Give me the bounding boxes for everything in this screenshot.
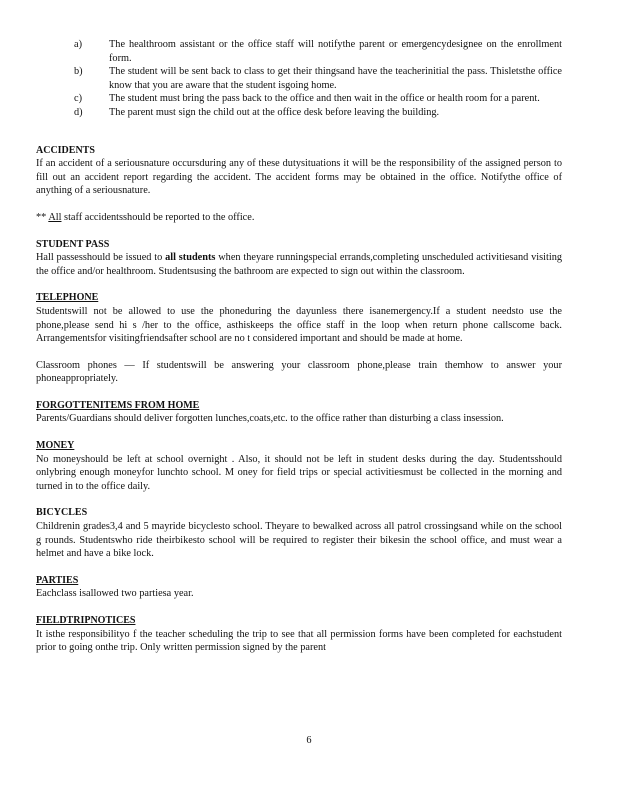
field-trip-notices-text: It isthe responsibilityo f the teacher scheduling the trip to see that all permission forms have been completed for eachstudent prior to going onthe trip. Only written permission signed by the parent xyxy=(36,628,562,654)
list-item xyxy=(36,38,562,65)
accidents-note xyxy=(36,211,562,225)
field-trip-notices-heading: FIELDTRIPNOTICES xyxy=(36,615,136,626)
forgotten-items-heading: FORGOTTENITEMS FROM HOME xyxy=(36,399,200,411)
accidents-section xyxy=(36,144,562,225)
list-marker: d) xyxy=(74,106,83,118)
list-marker: c) xyxy=(74,93,82,105)
money-heading: MONEY xyxy=(36,440,75,452)
student-pass-heading: STUDENT PASS xyxy=(36,238,110,250)
student-pass-text xyxy=(36,251,562,278)
telephone-heading: TELEPHONE xyxy=(36,292,99,304)
parties-heading: PARTIES xyxy=(36,574,79,586)
bicycles-section xyxy=(36,506,562,560)
procedure-list xyxy=(36,38,562,120)
student-pass-section xyxy=(36,238,562,279)
list-marker: a) xyxy=(74,39,82,50)
list-item xyxy=(36,106,562,120)
accidents-text: If an accident of a seriousnature occursduring any of these dutysituations it will be the responsibility of the assigned person to fill out an accident report regarding the accident. The accident forms may be obtained in the office. Notifythe office of anything of a seriousnature. xyxy=(36,158,562,197)
note-rest: staff accidentsshould be reported to the office. xyxy=(61,211,255,223)
list-item-text: The parent must sign the child out at the office desk before leaving the building. xyxy=(109,106,440,118)
list-item-text: The healthroom assistant or the office staff will notifythe parent or emergencydesignee on the enrollment form. xyxy=(109,39,562,64)
list-item-text: The student must bring the pass back to the office and then wait in the office or health room for a parent. xyxy=(109,93,540,105)
list-marker: b) xyxy=(74,66,83,78)
note-prefix: ** xyxy=(36,211,49,223)
list-item xyxy=(36,65,562,92)
student-pass-text-before: Hall passesshould be issued to xyxy=(36,252,166,264)
parties-text: Eachclass isallowed two partiesa year. xyxy=(36,588,194,600)
classroom-phones-text: Classroom phones — If studentswill be answering your classroom phone,please train themhow to answer your phoneappropriately. xyxy=(36,359,562,385)
telephone-section xyxy=(36,291,562,386)
bicycles-heading: BICYCLES xyxy=(36,507,88,519)
student-pass-text-after: when theyare runningspecial errands,completing unscheduled activitiesand visiting the office and/or healthroom. Studentsusing the bathroom are expected to sign out within the classroom. xyxy=(36,252,563,277)
money-section xyxy=(36,439,562,493)
money-text: No moneyshould be left at school overnight . Also, it should not be left in student desks during the day. Studentsshould onlybring enough moneyfor lunchto school. M oney for field trips or special activitiesmust be collected in the morning and turned in to the office daily. xyxy=(36,453,562,492)
page-number: 6 xyxy=(306,735,312,746)
forgotten-items-section xyxy=(36,399,562,426)
document-page xyxy=(36,38,562,655)
list-item-text: The student will be sent back to class to get their thingsand have the teacherinitial the pass. Thisletsthe office know that you are aware that the student isgoing home. xyxy=(109,66,562,91)
bicycles-text: Childrenin grades3,4 and 5 mayride bicyclesto school. Theyare to bewalked across all patrol crossingsand while on the school g rounds. Studentswho ride theirbikesto school will be required to register their bikesin the school office, and must wear a helmet and have a bike lock. xyxy=(36,521,562,560)
forgotten-items-text: Parents/Guardians should deliver forgotten lunches,coats,etc. to the office rather than disturbing a class insession. xyxy=(36,413,504,425)
note-underlined: All xyxy=(48,211,62,223)
list-item xyxy=(36,92,562,106)
parties-section xyxy=(36,574,562,601)
telephone-text: Studentswill not be allowed to use the phoneduring the dayunless there isanemergency.If a student needsto use the phone,please send hi s /her to the office, asthiskeeps the office staff in the loop when return phone callscome back. Arrangementsfor visitingfriendsafter school are no t considered important and should be made at home. xyxy=(36,305,562,345)
accidents-heading: ACCIDENTS xyxy=(36,144,95,156)
field-trip-notices-section xyxy=(36,614,562,655)
student-pass-text-bold: all students xyxy=(165,252,216,264)
